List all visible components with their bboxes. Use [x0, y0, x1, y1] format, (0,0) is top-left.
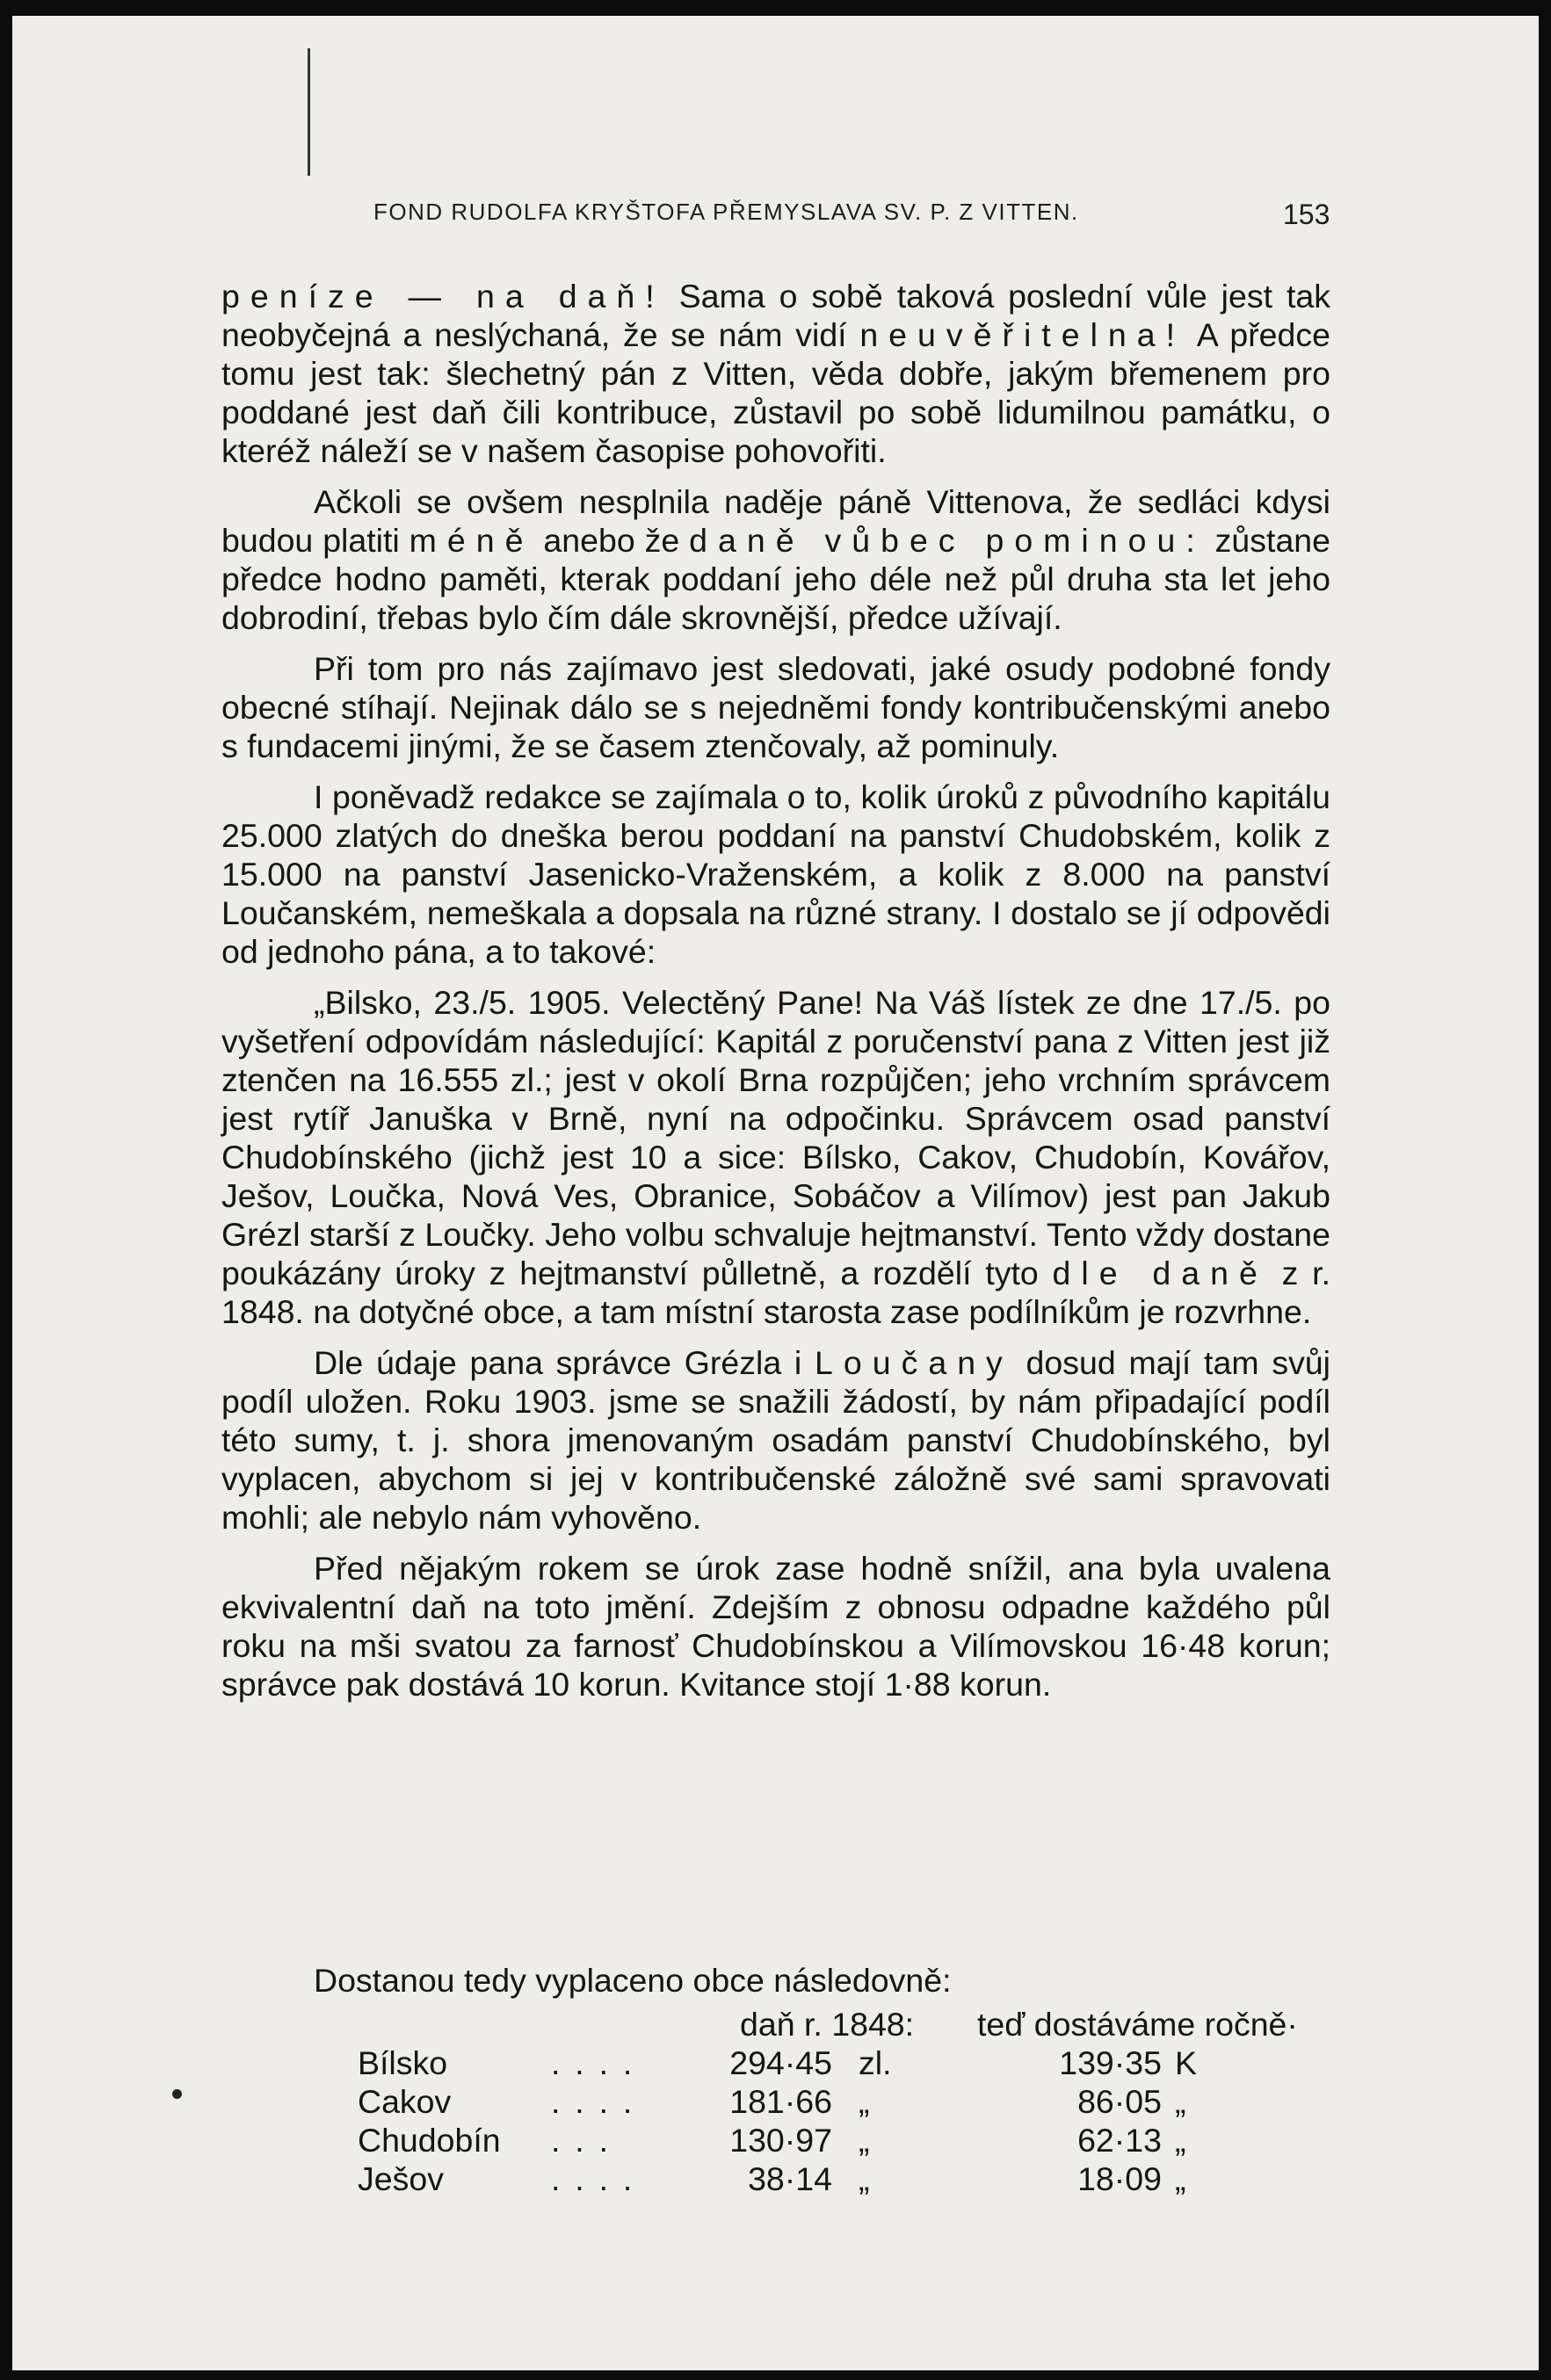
spaced-emphasis: peníze — na daň!: [221, 278, 665, 315]
table-header-row: [221, 2005, 1330, 2044]
annual-value: 86·05: [1077, 2083, 1162, 2120]
text-run: „Bilsko, 23./5. 1905. Velectěný Pane! Na Váš lístek ze dne 17./5. po vyšetření odpovídám následující: Kapitál z poručenství pana z Vitten jest již ztenčen na 16.555 zl.; jest v okolí Brna rozpůjčen; jeho vrchním správcem jest rytíř Januška v Brně, nyní na odpočinku. Správcem osad panství Chudobínského (jichž jest 10 a sice: Bílsko, Cakov, Chudobín, Kovářov, Ješov, Loučka, Nová Ves, Obranice, Sobáčov a Vilímov) jest pan Jakub Grézl starší z Loučky. Jeho volbu schvaluje hejtmanství. Tento vždy dostane poukázány úroky z hejtmanství půlletně, a rozdělí tyto: [221, 984, 1330, 1291]
paragraph: [221, 482, 1330, 637]
table-intro: Dostanou tedy vyplaceno obce následovně:: [314, 1962, 952, 1999]
text-run: zůstane předce hodno paměti, kterak poddaní jeho déle než půl druha sta let jeho dobrodiní, třebas bylo čím dále skrovnější, předce užívají.: [221, 522, 1331, 636]
text-run: Sama o sobě taková poslední vůle jest tak neobyčejná a neslýchaná, že se nám vidí: [221, 278, 1331, 353]
annual-unit: „: [1175, 2160, 1186, 2197]
table-row: [221, 2044, 1330, 2082]
paragraph: [221, 983, 1330, 1331]
paragraph: [221, 778, 1330, 971]
leader-dots: ....: [551, 2160, 648, 2197]
annual-value: 62·13: [1077, 2122, 1162, 2159]
text-run: Při tom pro nás zajímavo jest sledovati, jaké osudy podobné fondy obecné stíhají. Nejinak dálo se s nejedněmi fondy kontribučenskými anebo s fundacemi jinými, že se časem ztenčovaly, až pominuly.: [221, 650, 1330, 764]
annual-value: 18·09: [1077, 2160, 1162, 2197]
annual-unit: K: [1175, 2044, 1198, 2081]
text-run: dosud mají tam svůj podíl uložen. Roku 1903. jsme se snažili žádostí, by nám připadající podíl této sumy, t. j. shora jmenovaným osadám panství Chudobínského, byl vyplacen, abychom si jej v kontribučenské záložně své sami spravovati mohli; ale nebylo nám vyhověno.: [221, 1344, 1330, 1536]
tax-value: 38·14: [748, 2160, 832, 2197]
spaced-emphasis: Loučany: [815, 1344, 1013, 1381]
tax-unit: „: [859, 2083, 870, 2120]
body-text: [221, 277, 1330, 1716]
payments-table: [221, 1961, 1330, 2198]
text-run: I poněvadž redakce se zajímala o to, kolik úroků z původního kapitálu 25.000 zlatých do dneška berou poddaní na panství Chudobském, kolik z 15.000 na panství Jasenicko-Vraženském, a kolik z 8.000 na panství Loučanském, nemeškala a dopsala na různé strany. I dostalo se jí odpovědi od jednoho pána, a to takové:: [221, 778, 1330, 970]
tax-unit: „: [859, 2122, 870, 2159]
spaced-emphasis: dle daně: [1052, 1255, 1268, 1291]
tax-value: 181·66: [729, 2083, 832, 2120]
tax-unit: zl.: [859, 2044, 892, 2081]
text-run: anebo že: [533, 522, 690, 559]
paragraph: [221, 1549, 1330, 1704]
running-header: FOND RUDOLFA KRYŠTOFA PŘEMYSLAVA SV. P. Z VITTEN.: [373, 199, 1079, 225]
text-run: Před nějakým rokem se úrok zase hodně snížil, ana byla uvalena ekvivalentní daň na toto jmění. Zdejším z obnosu odpadne každého půl roku na mši svatou za farnosť Chudobínskou a Vilímovskou 16·48 korun; správce pak dostává 10 korun. Kvitance stojí 1·88 korun.: [221, 1550, 1330, 1703]
text-run: Dle údaje pana správce Grézla i: [314, 1344, 815, 1381]
margin-mark: [308, 48, 310, 176]
tax-value: 294·45: [729, 2044, 832, 2081]
leader-dots: ....: [551, 2083, 648, 2120]
leader-dots: ...: [551, 2122, 623, 2159]
table-row: [221, 2082, 1330, 2121]
village-name: Bílsko: [358, 2044, 448, 2081]
village-name: Ješov: [358, 2160, 444, 2197]
spaced-emphasis: neuvěřitelna!: [859, 316, 1186, 353]
text-run: A předce tomu jest tak: šlechetný pán z Vitten, věda dobře, jakým břemenem pro poddané jest daň čili kontribuce, zůstavil po sobě lidumilnou památku, o kteréž náleží se v našem časopise pohovořiti.: [221, 316, 1331, 469]
village-name: Cakov: [358, 2083, 452, 2120]
margin-dot: [172, 2089, 182, 2099]
leader-dots: ....: [551, 2044, 648, 2081]
table-row: [221, 2159, 1330, 2198]
annual-value: 139·35: [1059, 2044, 1162, 2081]
annual-unit: „: [1175, 2122, 1186, 2159]
tax-value: 130·97: [729, 2122, 832, 2159]
paragraph: [221, 1343, 1330, 1537]
spaced-emphasis: méně: [409, 522, 534, 559]
text-run: Ačkoli se ovšem nesplnila naděje páně Vittenova, že sedláci kdysi budou platiti: [221, 483, 1330, 559]
column-header-annual: teď dostáváme ročně·: [977, 2006, 1298, 2043]
table-row: [221, 2121, 1330, 2159]
village-name: Chudobín: [358, 2122, 501, 2159]
tax-unit: „: [859, 2160, 870, 2197]
spaced-emphasis: daně vůbec pominou:: [689, 522, 1206, 559]
paragraph: [221, 649, 1330, 765]
text-run: z r. 1848. na dotyčné obce, a tam místní starosta zase podílníkům je rozvrhne.: [221, 1255, 1330, 1330]
page-number: 153: [1283, 199, 1330, 230]
annual-unit: „: [1175, 2083, 1186, 2120]
paragraph: [221, 277, 1330, 470]
column-header-tax-1848: daň r. 1848:: [740, 2006, 915, 2043]
